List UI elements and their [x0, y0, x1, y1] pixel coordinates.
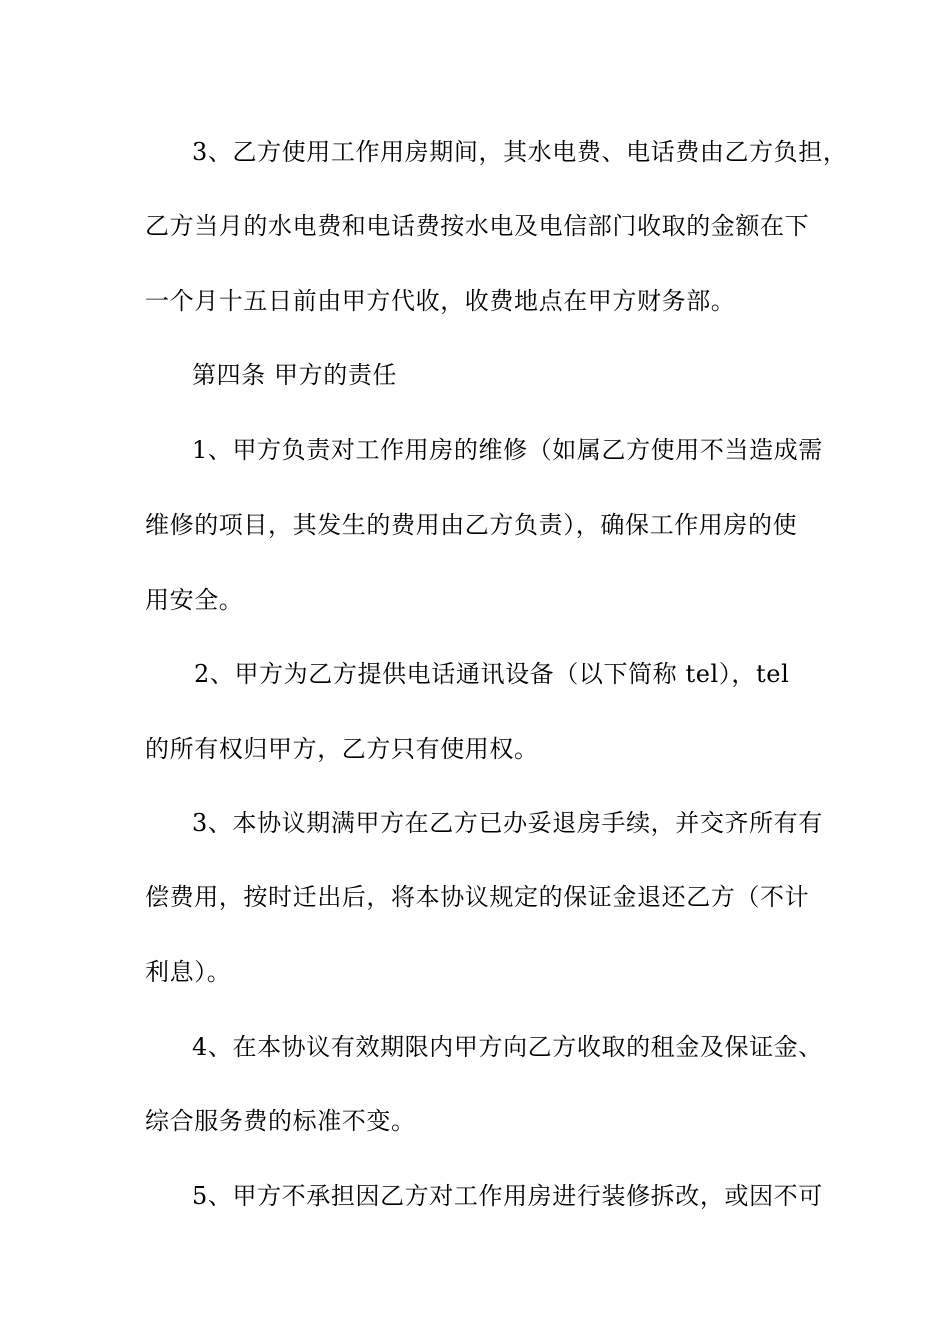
paragraph-line: 5、甲方不承担因乙方对工作用房进行装修拆改，或因不可	[192, 1182, 823, 1210]
section-heading: 第四条 甲方的责任	[192, 361, 398, 389]
paragraph-line: 4、在本协议有效期限内甲方向乙方收取的租金及保证金、	[192, 1033, 823, 1061]
paragraph-line: 用安全。	[145, 586, 244, 614]
paragraph-line: 维修的项目，其发生的费用由乙方负责），确保工作用房的使	[145, 511, 798, 539]
paragraph-line: 1、甲方负责对工作用房的维修（如属乙方使用不当造成需	[192, 436, 823, 464]
paragraph-line: 综合服务费的标准不变。	[145, 1107, 416, 1135]
paragraph-line: 乙方当月的水电费和电话费按水电及电信部门收取的金额在下	[145, 212, 810, 240]
paragraph-line: 偿费用，按时迁出后，将本协议规定的保证金退还乙方（不计	[145, 883, 810, 911]
paragraph-line: 一个月十五日前由甲方代收，收费地点在甲方财务部。	[145, 287, 736, 315]
paragraph-line: 3、本协议期满甲方在乙方已办妥退房手续，并交齐所有有	[192, 809, 823, 837]
paragraph-line: 3、乙方使用工作用房期间，其水电费、电话费由乙方负担，	[192, 138, 848, 166]
paragraph-line: 2、甲方为乙方提供电话通讯设备（以下简称 tel），tel	[194, 660, 790, 688]
paragraph-line: 的所有权归甲方，乙方只有使用权。	[145, 735, 539, 763]
paragraph-line: 利息）。	[145, 958, 232, 986]
